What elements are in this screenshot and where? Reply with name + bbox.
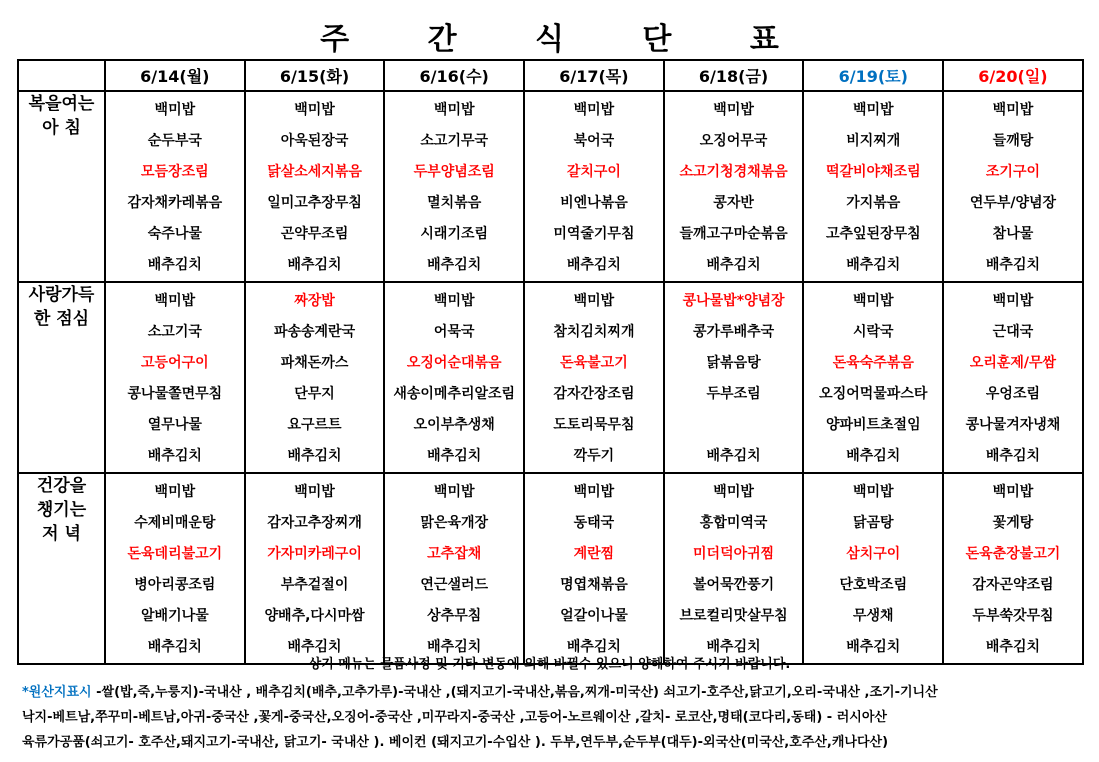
dish-item: 백미밥: [852, 293, 894, 309]
dish-item: 감자채카레볶음: [127, 195, 223, 211]
dish-item: 단무지: [294, 386, 335, 402]
dish-item: 백미밥: [154, 102, 196, 118]
dish-item: 배추김치: [985, 639, 1041, 655]
dish-item: 배추김치: [985, 257, 1041, 273]
dish-list: [944, 283, 1082, 472]
dish-item: 소고기청경채볶음: [679, 164, 788, 180]
dish-item: 백미밥: [294, 102, 335, 118]
dish-item: 시락국: [852, 324, 894, 340]
dish-item: 콩나물쫄면무침: [127, 386, 223, 402]
dish-item: 콩자반: [713, 195, 754, 211]
dish-item: 오징어무국: [699, 133, 768, 149]
dish-item: 닭곰탕: [852, 515, 894, 531]
dish-item: 닭살소세지볶음: [267, 164, 362, 180]
dish-item: 숙주나물: [147, 226, 202, 242]
dish-item: 가지볶음: [846, 195, 901, 211]
dish-item: 배추김치: [287, 639, 342, 655]
dish-item: 두부양념조림: [413, 164, 495, 180]
meal-label-line: 아 침: [42, 118, 81, 138]
origin-text: -쌀(밥,죽,누룽지)-국내산 , 배추김치(배추,고추가루)-국내산 ,(돼지고기-국내산,볶음,찌개-미국산) 쇠고기-호주산,닭고기,오리-국내산 ,조기-기니산: [91, 685, 938, 700]
day-menu-cell: [384, 282, 524, 473]
dish-item: 백미밥: [573, 102, 615, 118]
dish-item: 북어국: [573, 133, 615, 149]
dish-item: 고등어구이: [141, 355, 209, 371]
meal-label-line: 챙기는: [36, 500, 87, 520]
dish-item: 순두부국: [147, 133, 202, 149]
dish-item: 배추김치: [287, 257, 342, 273]
dish-item: 소고기국: [147, 324, 202, 340]
dish-item: 백미밥: [433, 293, 475, 309]
dish-list: [246, 283, 384, 472]
dish-item: 배추김치: [427, 448, 482, 464]
dish-item: 배추김치: [706, 257, 761, 273]
meal-row: [18, 473, 1083, 664]
dish-item: 배추김치: [566, 639, 621, 655]
dish-item: 계란찜: [573, 546, 615, 562]
meal-label-line: 한 점심: [33, 309, 90, 329]
dish-list: [804, 92, 942, 281]
dish-item: 감자고추장찌개: [267, 515, 362, 531]
dish-item: 얼갈이나물: [560, 608, 628, 624]
dish-item: 시래기조림: [420, 226, 489, 242]
dish-item: 오징어먹물파스타: [819, 386, 928, 402]
dish-item: 배추김치: [566, 257, 621, 273]
origin-label: *원산지표시: [22, 685, 92, 700]
dish-item: 백미밥: [992, 102, 1034, 118]
dish-list: [804, 283, 942, 472]
dish-item: 비지찌개: [846, 133, 901, 149]
dish-list: [385, 474, 523, 663]
dish-item: 도토리묵무침: [553, 417, 635, 433]
dish-item: 깍두기: [573, 448, 615, 464]
day-menu-cell: [245, 91, 385, 282]
dish-item: 콩나물겨자냉채: [965, 417, 1061, 433]
dish-item: 미더덕아귀찜: [693, 546, 775, 562]
dish-item: 우엉조림: [985, 386, 1041, 402]
dish-item: 모듬장조림: [141, 164, 209, 180]
dish-list: [246, 474, 384, 663]
dish-item: 닭볶음탕: [706, 355, 761, 371]
dish-item: 파송송계란국: [273, 324, 356, 340]
dish-item: 갈치구이: [566, 164, 621, 180]
dish-item: 백미밥: [992, 484, 1034, 500]
day-menu-cell: [664, 91, 804, 282]
dish-item: 무생채: [852, 608, 894, 624]
day-menu-cell: [803, 473, 943, 664]
dish-item: 연근샐러드: [420, 577, 489, 593]
page-title: 주 간 식 단 표: [320, 22, 813, 57]
day-menu-cell: [384, 91, 524, 282]
dish-item: 짜장밥: [294, 293, 335, 309]
meal-label-line: 복을여는: [28, 94, 95, 114]
dish-list: [944, 92, 1082, 281]
dish-list: [385, 283, 523, 472]
dish-item: 배추김치: [147, 257, 202, 273]
dish-item: 수제비매운탕: [134, 515, 216, 531]
origin-line: 낙지-베트남,쭈꾸미-베트남,아귀-중국산 ,꽃게-중국산,오징어-중국산 ,미꾸라지-중국산 ,고등어-노르웨이산 ,갈치- 로코산,명태(코다리,동태) - 러시아산: [22, 710, 887, 725]
day-header: 6/15(화): [245, 60, 385, 91]
dish-item: 백미밥: [573, 484, 615, 500]
day-menu-cell: [664, 282, 804, 473]
dish-item: 삼치구이: [846, 546, 901, 562]
dish-item: 감자간장조림: [553, 386, 635, 402]
origin-notice: [22, 680, 1082, 755]
dish-item: 백미밥: [992, 293, 1034, 309]
dish-item: 백미밥: [852, 102, 894, 118]
day-header: 6/19(토): [803, 60, 943, 91]
meal-row: [18, 282, 1083, 473]
dish-list: [246, 92, 384, 281]
dish-item: 조기구이: [985, 164, 1041, 180]
dish-list: [106, 283, 244, 472]
dish-list: [665, 92, 803, 281]
dish-list: [106, 92, 244, 281]
day-menu-cell: [384, 473, 524, 664]
dish-item: 알배기나물: [141, 608, 209, 624]
day-header: 6/18(금): [664, 60, 804, 91]
dish-item: 배추김치: [846, 448, 901, 464]
dish-item: 비엔나볶음: [560, 195, 628, 211]
meal-label-line: 건강을: [36, 476, 87, 496]
dish-item: 백미밥: [573, 293, 615, 309]
day-menu-cell: [524, 473, 664, 664]
dish-item: 미역줄기무침: [553, 226, 635, 242]
day-menu-cell: [524, 91, 664, 282]
dish-list: [804, 474, 942, 663]
dish-item: 아욱된장국: [280, 133, 349, 149]
dish-item: 꽃게탕: [992, 515, 1034, 531]
day-header: 6/20(일): [943, 60, 1083, 91]
dish-item: 참치김치찌개: [553, 324, 635, 340]
day-menu-cell: [245, 282, 385, 473]
dish-item: 배추김치: [706, 448, 761, 464]
dish-item: 백미밥: [713, 484, 754, 500]
dish-list: [525, 283, 663, 472]
day-menu-cell: [943, 473, 1083, 664]
day-menu-cell: [105, 91, 245, 282]
meal-label-line: 저 녁: [42, 524, 81, 544]
meal-label: [18, 91, 105, 282]
dish-item: 두부쑥갓무침: [972, 608, 1054, 624]
dish-item: 브로컬리맛살무침: [679, 608, 788, 624]
dish-item: 백미밥: [852, 484, 894, 500]
dish-item: 배추김치: [147, 639, 202, 655]
corner-cell: [18, 60, 105, 91]
dish-item: 콩나물밥*양념장: [682, 293, 785, 309]
dish-item: 상추무침: [427, 608, 482, 624]
dish-item: 배추김치: [706, 639, 761, 655]
dish-item: 멸치볶음: [427, 195, 482, 211]
dish-item: 곤약무조림: [280, 226, 349, 242]
dish-item: 콩가루배추국: [693, 324, 775, 340]
day-menu-cell: [664, 473, 804, 664]
dish-item: 파채돈까스: [280, 355, 349, 371]
dish-item: 가자미카레구이: [267, 546, 362, 562]
dish-item: 두부조림: [706, 386, 761, 402]
dish-item: 배추김치: [846, 257, 901, 273]
dish-list: [385, 92, 523, 281]
dish-item: 오리훈제/무쌈: [969, 355, 1057, 371]
day-menu-cell: [105, 473, 245, 664]
header-row: [18, 60, 1083, 91]
dish-item: [665, 410, 803, 441]
dish-item: 백미밥: [433, 484, 475, 500]
day-menu-cell: [803, 91, 943, 282]
dish-item: 고추잎된장무침: [825, 226, 921, 242]
change-notice: 상기 메뉴는 물품사정 및 기타 변동에 의해 바뀔수 있으니 양해하여 주시기 바랍니다.: [308, 657, 791, 672]
dish-list: [525, 474, 663, 663]
day-menu-cell: [245, 473, 385, 664]
dish-item: 백미밥: [294, 484, 335, 500]
dish-item: 양배추,다시마쌈: [264, 608, 365, 624]
day-menu-cell: [943, 282, 1083, 473]
dish-item: 소고기무국: [420, 133, 489, 149]
dish-item: 고추잡채: [427, 546, 482, 562]
day-menu-cell: [803, 282, 943, 473]
dish-item: 돈육불고기: [560, 355, 628, 371]
dish-item: 단호박조림: [839, 577, 908, 593]
dish-item: 볼어묵깐풍기: [693, 577, 775, 593]
dish-item: 맑은육개장: [420, 515, 489, 531]
day-menu-cell: [105, 282, 245, 473]
dish-list: [665, 283, 803, 472]
dish-item: 백미밥: [433, 102, 475, 118]
dish-item: 어묵국: [433, 324, 475, 340]
dish-item: 배추김치: [985, 448, 1041, 464]
dish-item: 병아리콩조림: [134, 577, 216, 593]
dish-item: 연두부/양념장: [969, 195, 1057, 211]
dish-item: 배추김치: [147, 448, 202, 464]
dish-item: 요구르트: [287, 417, 342, 433]
dish-item: 양파비트초절임: [825, 417, 921, 433]
weekly-menu-table: [17, 59, 1084, 665]
dish-item: 오이부추생채: [413, 417, 495, 433]
day-header: 6/14(월): [105, 60, 245, 91]
dish-item: 들깨고구마순볶음: [679, 226, 788, 242]
dish-list: [525, 92, 663, 281]
dish-item: 근대국: [992, 324, 1034, 340]
dish-item: 돈육숙주볶음: [832, 355, 914, 371]
dish-list: [665, 474, 803, 663]
dish-item: 감자곤약조림: [972, 577, 1054, 593]
origin-line: [22, 680, 1082, 705]
day-menu-cell: [524, 282, 664, 473]
dish-item: 배추김치: [287, 448, 342, 464]
dish-item: 명엽채볶음: [560, 577, 628, 593]
day-menu-cell: [943, 91, 1083, 282]
dish-item: 떡갈비야채조림: [825, 164, 921, 180]
dish-item: 열무나물: [147, 417, 202, 433]
dish-item: 돈육춘장불고기: [965, 546, 1061, 562]
meal-row: [18, 91, 1083, 282]
dish-item: 백미밥: [713, 102, 754, 118]
origin-line: 육류가공품(쇠고기- 호주산,돼지고기-국내산, 닭고기- 국내산 ). 베이컨 (돼지고기-수입산 ). 두부,연두부,순두부(대두)-외국산(미국산,호주산,캐나다산): [22, 735, 889, 750]
meal-label-line: 사랑가득: [28, 285, 95, 305]
meal-label: [18, 473, 105, 664]
dish-item: 동태국: [573, 515, 615, 531]
day-header: 6/16(수): [384, 60, 524, 91]
dish-item: 들깨탕: [992, 133, 1034, 149]
dish-item: 새송이메추리알조림: [393, 386, 516, 402]
dish-item: 돈육데리불고기: [127, 546, 223, 562]
dish-item: 참나물: [992, 226, 1034, 242]
dish-list: [944, 474, 1082, 663]
dish-list: [106, 474, 244, 663]
day-header: 6/17(목): [524, 60, 664, 91]
dish-item: 백미밥: [154, 484, 196, 500]
dish-item: 배추김치: [427, 639, 482, 655]
meal-label: [18, 282, 105, 473]
dish-item: 백미밥: [154, 293, 196, 309]
dish-item: 배추김치: [846, 639, 901, 655]
dish-item: 배추김치: [427, 257, 482, 273]
dish-item: 홍합미역국: [699, 515, 768, 531]
dish-item: 오징어순대볶음: [406, 355, 502, 371]
dish-item: 일미고추장무침: [267, 195, 362, 211]
dish-item: 부추겉절이: [280, 577, 349, 593]
